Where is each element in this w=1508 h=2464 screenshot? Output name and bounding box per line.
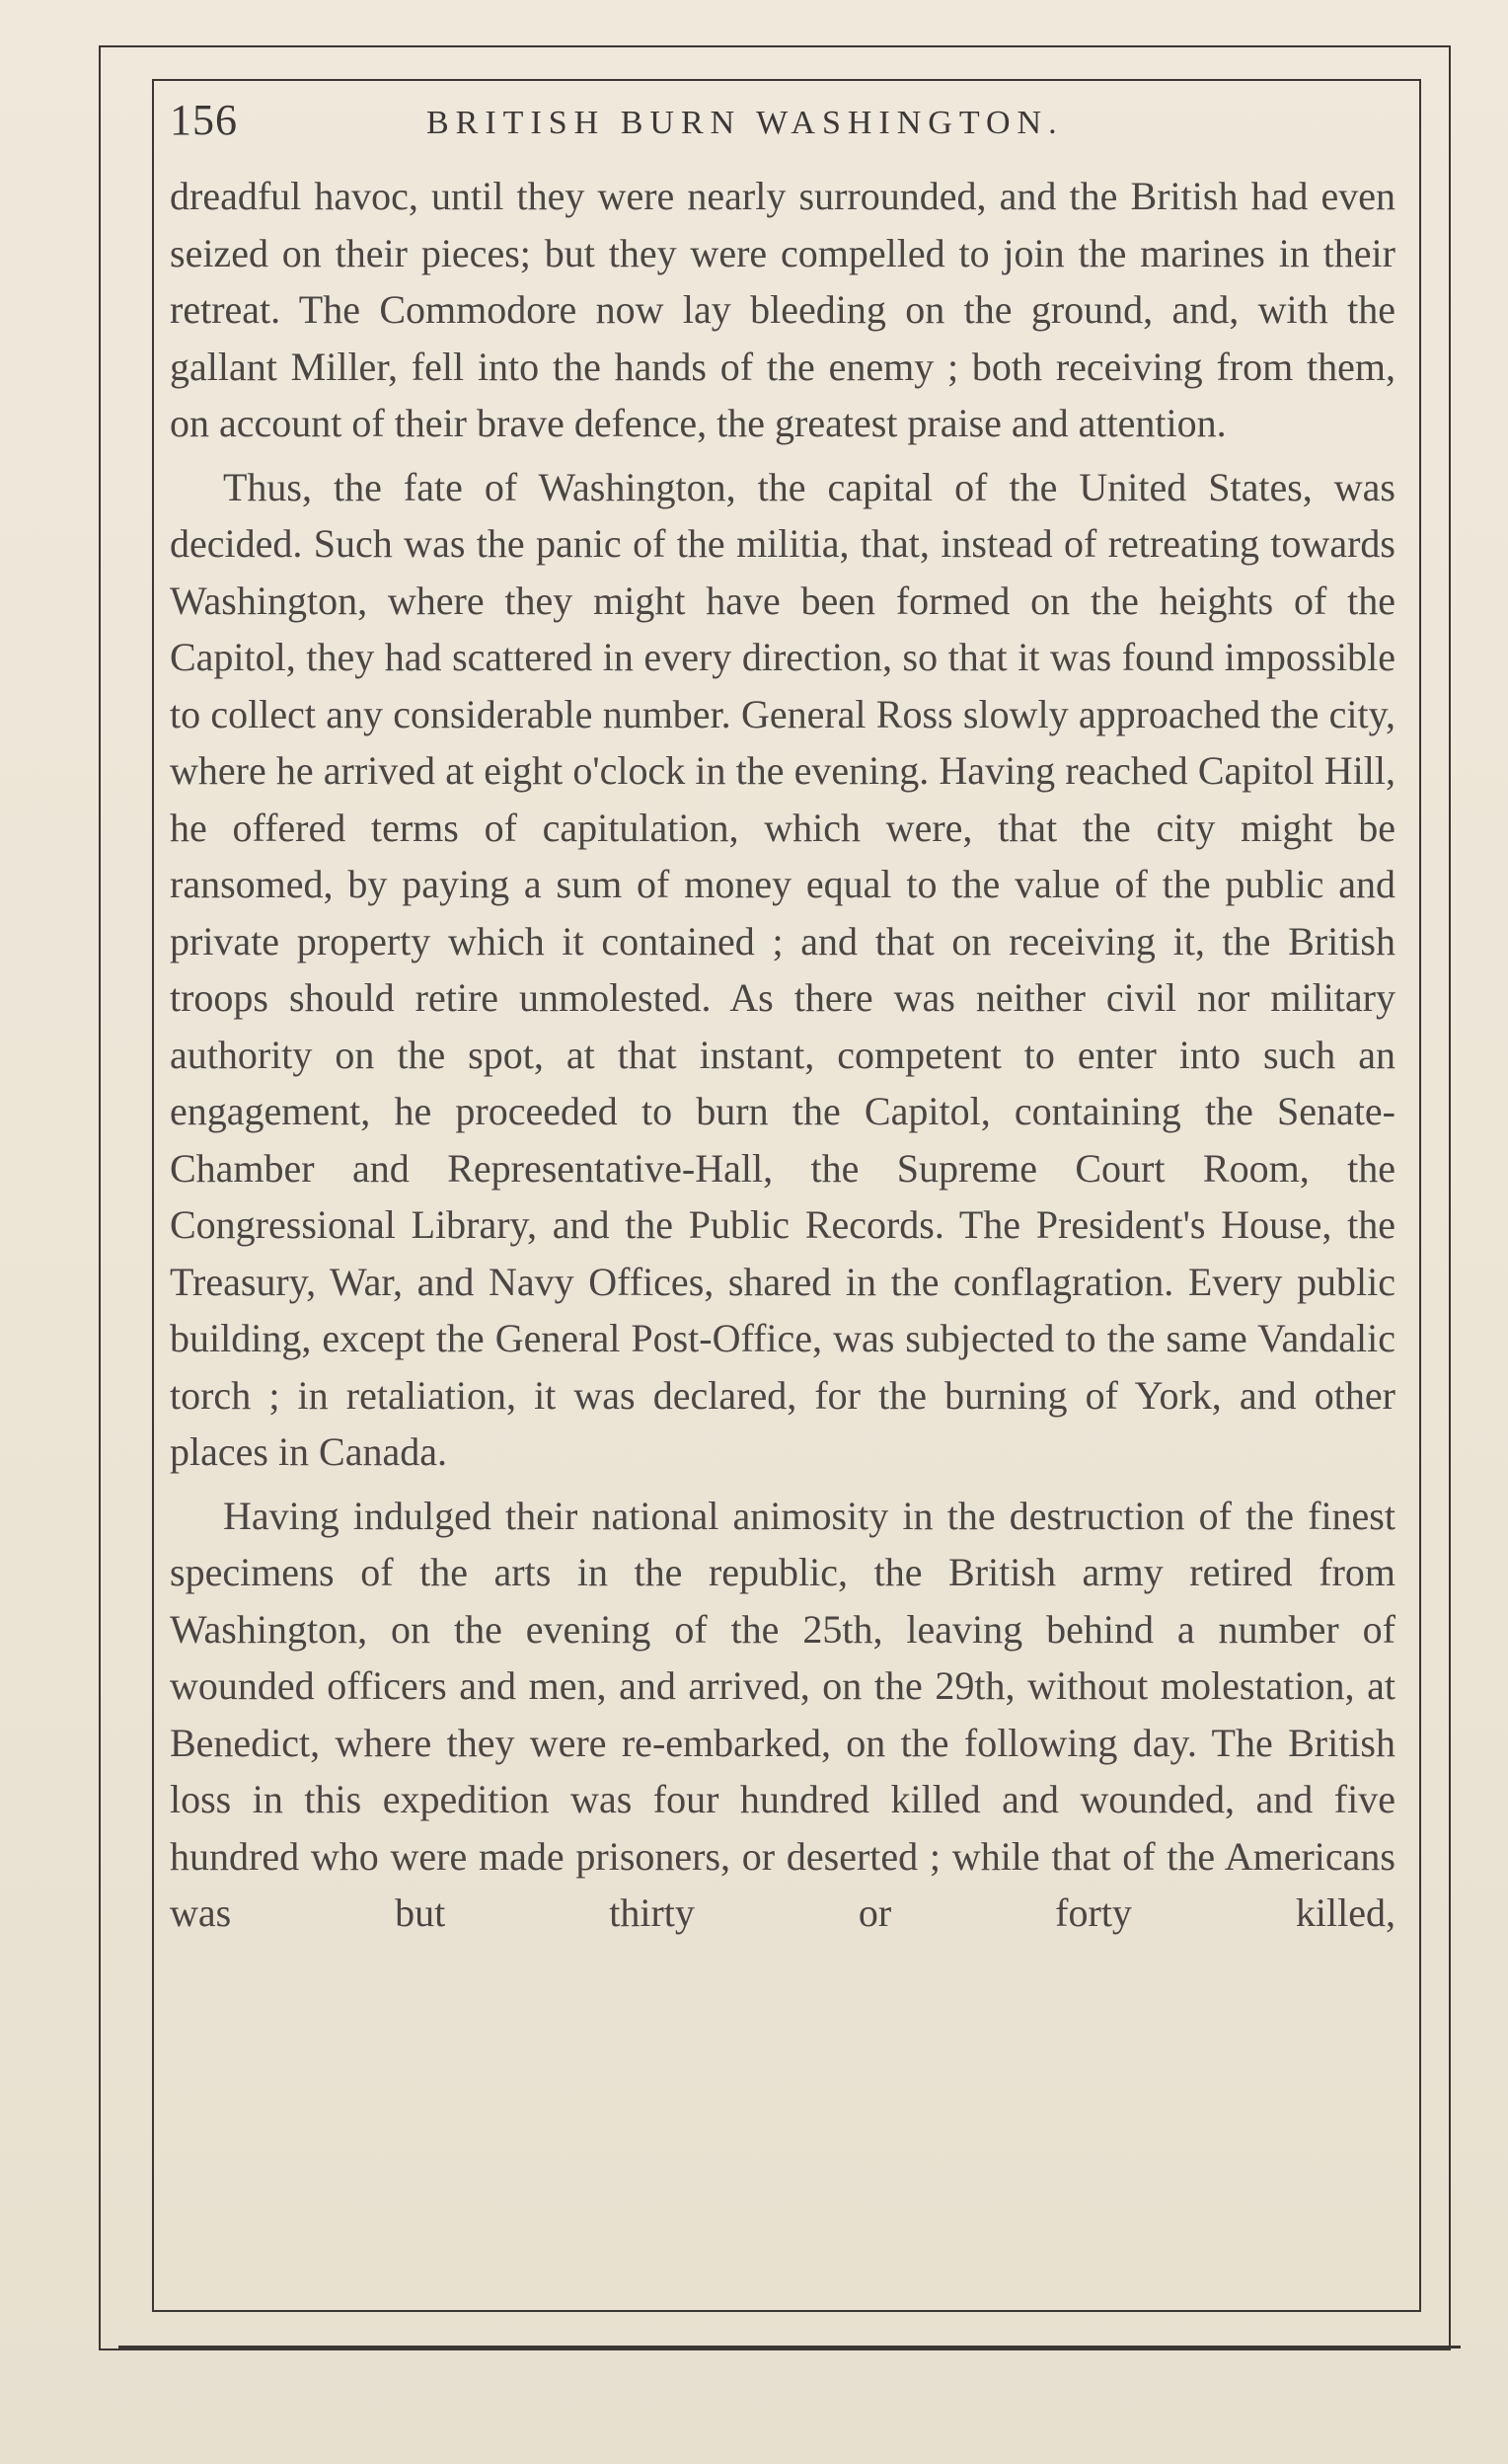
- paragraph: dreadful havoc, until they were nearly surrounded, and the British had even seized on their pieces; but they were compelled to join the marines in their retreat. The Commodore now lay bleeding on the ground, and, with the gallant Miller, fell into the hands of the enemy ; both receiving from them, on account of their brave defence, the greatest praise and attention.: [170, 174, 1395, 445]
- bottom-rule: [118, 2346, 1461, 2348]
- body-text: [170, 168, 1395, 1942]
- running-head: BRITISH BURN WASHINGTON.: [426, 105, 1064, 141]
- page-header: [170, 95, 1403, 154]
- paragraph: Thus, the fate of Washington, the capital of the United States, was decided. Such was the panic of the militia, that, instead of retreating towards Washington, where they might have been formed on the heights of the Capitol, they had scattered in every direction, so that it was found impossible to collect any considerable number. General Ross slowly approached the city, where he arrived at eight o'clock in the evening. Having reached Capitol Hill, he offered terms of capitulation, which were, that the city might be ransomed, by paying a sum of money equal to the value of the public and private property which it contained ; and that on receiving it, the British troops should retire unmolested. As there was neither civil nor military authority on the spot, at that instant, competent to enter into such an engagement, he proceeded to burn the Capitol, containing the Senate-Chamber and Representative-Hall, the Supreme Court Room, the Congressional Library, and the Public Records. The President's House, the Treasury, War, and Navy Offices, shared in the conflagration. Every public building, except the General Post-Office, was subjected to the same Vandalic torch ; in retaliation, it was declared, for the burning of York, and other places in Canada.: [170, 464, 1395, 1474]
- page-number: 156: [170, 96, 238, 144]
- paragraph: Having indulged their national animosity in the destruction of the finest specimens of the arts in the republic, the British army retired from Washington, on the evening of the 25th, leaving behind a number of wounded officers and men, and arrived, on the 29th, without molestation, at Benedict, where they were re-embarked, on the following day. The British loss in this expedition was four hundred killed and wounded, and five hundred who were made prisoners, or deserted ; while that of the Americans was but thirty or forty killed,: [170, 1493, 1395, 1935]
